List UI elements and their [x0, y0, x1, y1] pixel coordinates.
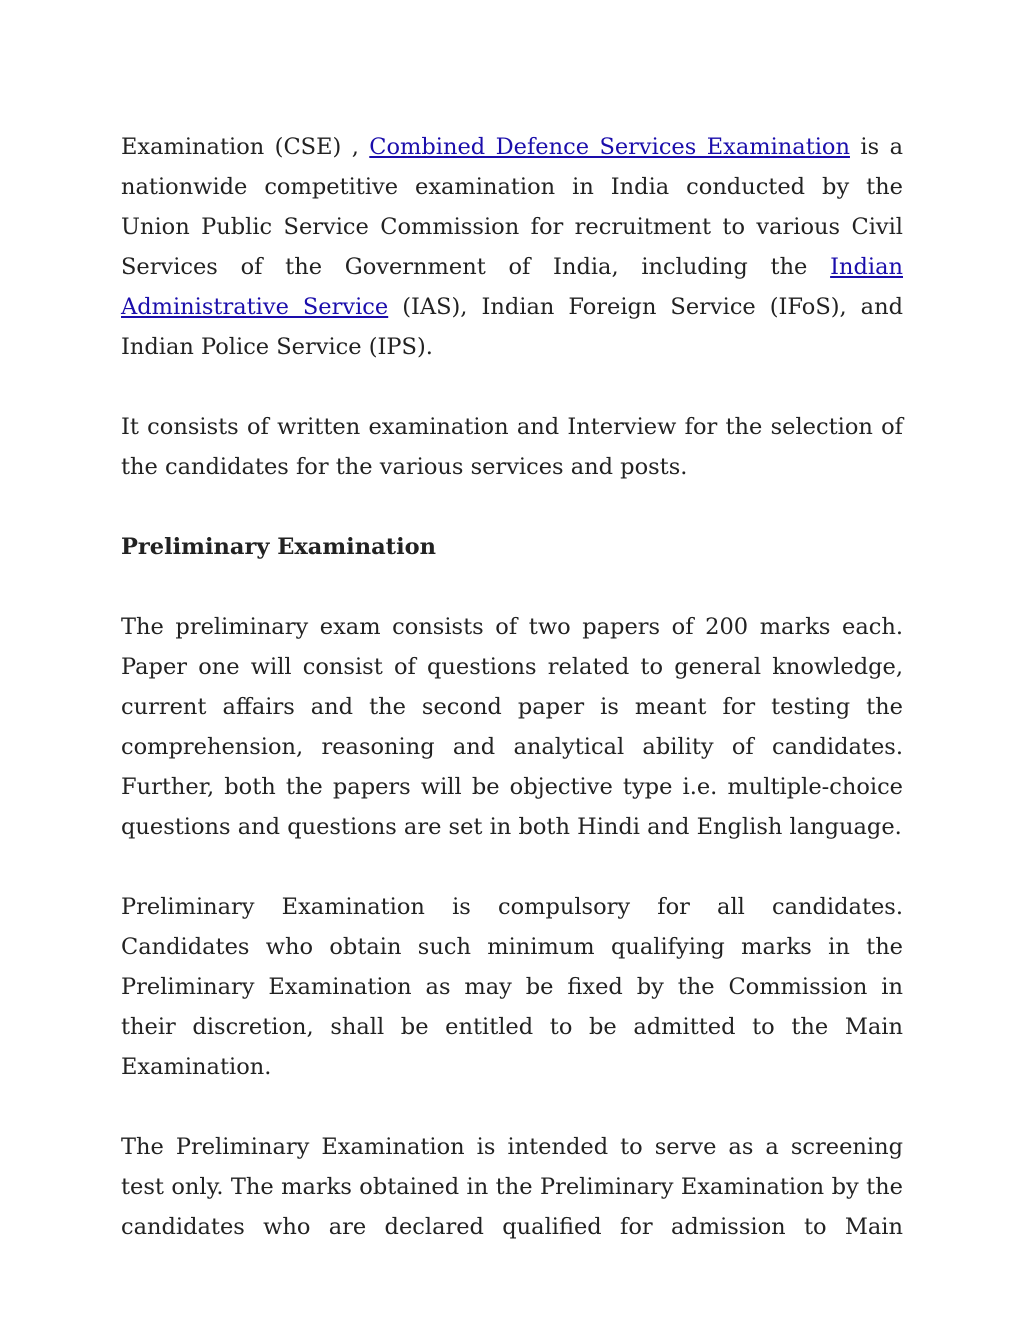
paragraph-cse-suffix: (IAS), Indian Foreign Service (IFoS), and Indian Police Service (IPS). [121, 294, 903, 360]
paragraph-written-exam-interview: It consists of written examination and Interview for the selection of the candidates for the various services and posts. [121, 414, 903, 480]
link-combined-defence-services-examination[interactable]: Combined Defence Services Examination [369, 134, 850, 160]
paragraph-screening-test: The Preliminary Examination is intended to serve as a screening test only. The marks obtained in the Preliminary Examination by the candidates who are declared qualified for admission to Main [121, 1134, 903, 1240]
paragraph-cse-middle: is a nationwide competitive examination in India conducted by the Union Public Service Commission for recruitment to various Civil Services of the Government of India, including the [121, 134, 903, 280]
heading-preliminary-examination: Preliminary Examination [121, 534, 436, 560]
paragraph-preliminary-papers: The preliminary exam consists of two papers of 200 marks each. Paper one will consist of questions related to general knowledge, current affairs and the second paper is meant for testing the comprehension, reasoning and analytical ability of candidates. Further, both the papers will be objective type i.e. multiple-choice questions and questions are set in both Hindi and English language. [121, 614, 903, 840]
paragraph-cse-prefix: Examination (CSE) , [121, 134, 370, 160]
document-body [121, 127, 903, 1287]
paragraph-preliminary-compulsory: Preliminary Examination is compulsory for all candidates. Candidates who obtain such minimum qualifying marks in the Preliminary Examination as may be fixed by the Commission in their discretion, shall be entitled to be admitted to the Main Examination. [121, 894, 903, 1080]
paragraph-cse-intro [121, 127, 903, 367]
link-indian-administrative-service[interactable]: Indian Administrative Service [121, 254, 903, 320]
